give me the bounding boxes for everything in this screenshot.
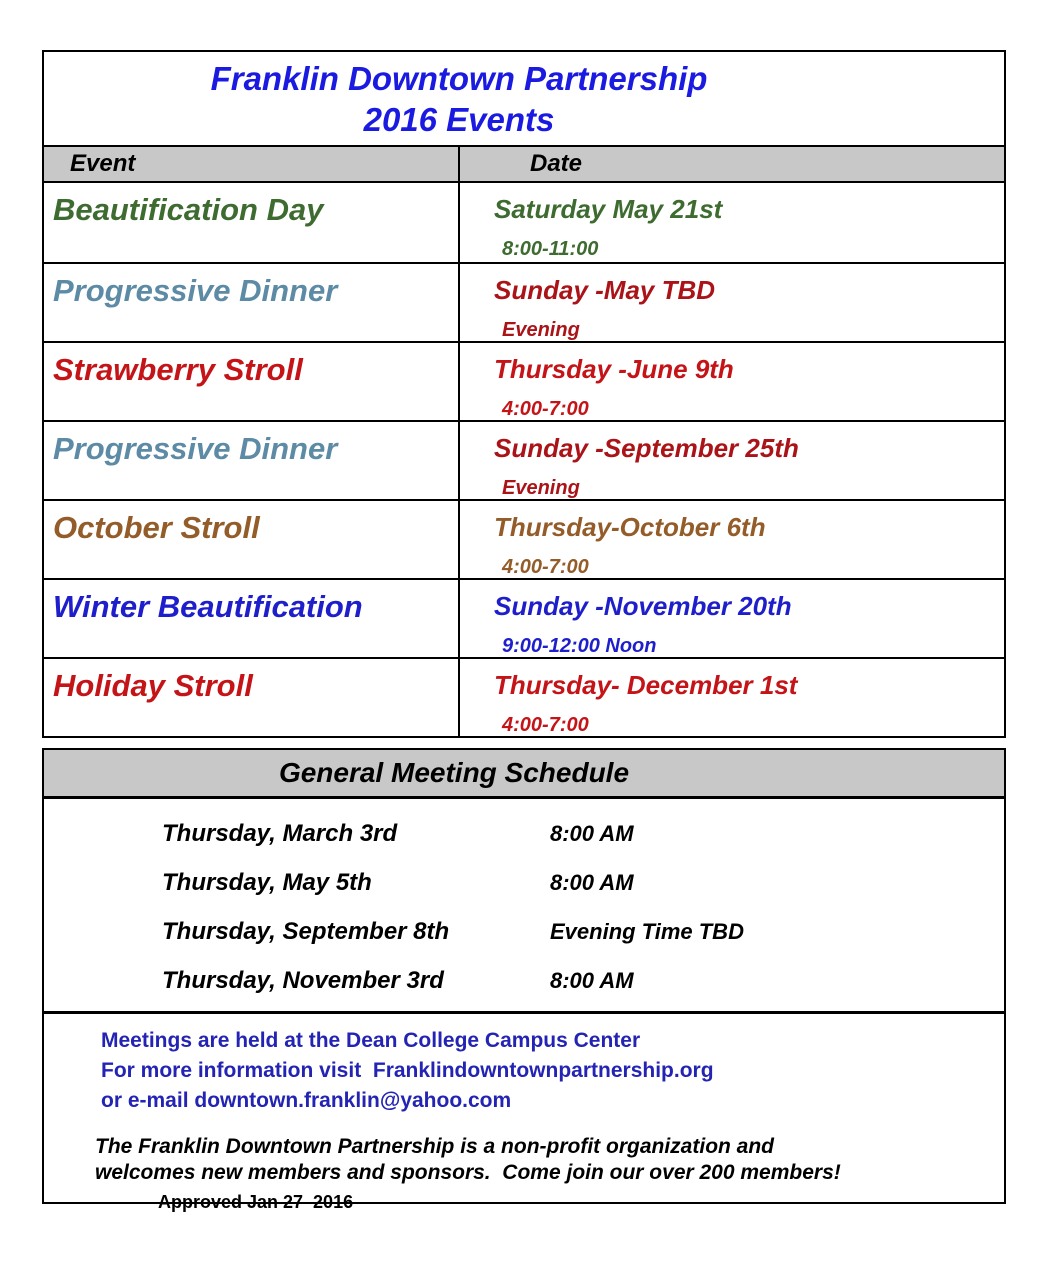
meeting-row xyxy=(44,858,1004,907)
event-name: Beautification Day xyxy=(44,183,460,262)
meeting-date: Thursday, September 8th xyxy=(162,917,450,945)
meeting-time: Evening Time TBD xyxy=(550,918,744,944)
event-date: Thursday-October 6th xyxy=(494,512,766,542)
event-time: 4:00-7:00 xyxy=(502,714,589,736)
event-date-cell xyxy=(460,580,1004,657)
date-column-header: Date xyxy=(530,150,583,177)
event-name: Progressive Dinner xyxy=(44,264,460,341)
event-date-cell xyxy=(460,183,1004,262)
events-table xyxy=(42,50,1006,738)
event-time: 4:00-7:00 xyxy=(502,398,589,420)
event-date: Sunday -May TBD xyxy=(494,275,716,305)
event-date-cell xyxy=(460,659,1004,736)
event-date: Sunday -November 20th xyxy=(494,591,792,621)
meeting-schedule-body xyxy=(44,799,1004,1011)
meeting-info-line: Meetings are held at the Dean College Campus Center xyxy=(101,1029,641,1052)
meeting-time: 8:00 AM xyxy=(550,820,634,846)
event-date-cell xyxy=(460,343,1004,420)
event-row xyxy=(44,578,1004,657)
event-row xyxy=(44,657,1004,736)
document-title xyxy=(44,52,1004,145)
event-date-cell xyxy=(460,264,1004,341)
meeting-row xyxy=(44,956,1004,1005)
meeting-schedule-table xyxy=(42,748,1006,1204)
meeting-info-line: or e-mail downtown.franklin@yahoo.com xyxy=(101,1089,512,1112)
title-line-1: Franklin Downtown Partnership xyxy=(210,59,708,97)
event-time: Evening xyxy=(502,477,580,499)
event-date: Thursday -June 9th xyxy=(494,354,734,384)
event-date-cell xyxy=(460,501,1004,578)
event-column-header: Event xyxy=(44,147,460,181)
event-name: Progressive Dinner xyxy=(44,422,460,499)
meeting-info-block xyxy=(44,1011,1004,1202)
events-table-body xyxy=(44,183,1004,736)
meeting-date: Thursday, May 5th xyxy=(162,868,372,896)
event-time: Evening xyxy=(502,319,580,341)
event-date: Saturday May 21st xyxy=(494,194,723,224)
event-name: Strawberry Stroll xyxy=(44,343,460,420)
meeting-info-line: For more information visit Franklindowntownpartnership.org xyxy=(101,1059,714,1082)
event-time: 4:00-7:00 xyxy=(502,556,589,578)
meeting-row xyxy=(44,907,1004,956)
events-table-header-row xyxy=(44,145,1004,183)
meeting-time: 8:00 AM xyxy=(550,967,634,993)
event-date: Thursday- December 1st xyxy=(494,670,798,700)
event-name: Holiday Stroll xyxy=(44,659,460,736)
nonprofit-note-line: welcomes new members and sponsors. Come join our over 200 members! xyxy=(95,1161,841,1184)
nonprofit-note xyxy=(44,1134,1004,1186)
meeting-row xyxy=(44,809,1004,858)
event-date: Sunday -September 25th xyxy=(494,433,799,463)
title-line-2: 2016 Events xyxy=(363,100,555,138)
approved-date-note: Approved Jan 27 2016 xyxy=(158,1192,354,1212)
meeting-schedule-title: General Meeting Schedule xyxy=(44,750,1004,799)
nonprofit-note-line: The Franklin Downtown Partnership is a non-profit organization and xyxy=(95,1135,775,1158)
event-row xyxy=(44,341,1004,420)
event-row xyxy=(44,420,1004,499)
event-date-cell xyxy=(460,422,1004,499)
event-row xyxy=(44,262,1004,341)
event-time: 9:00-12:00 Noon xyxy=(502,635,657,657)
meeting-date: Thursday, March 3rd xyxy=(162,819,398,847)
meeting-date: Thursday, November 3rd xyxy=(162,966,444,994)
event-name: October Stroll xyxy=(44,501,460,578)
meeting-info-lines xyxy=(44,1026,1004,1116)
event-name: Winter Beautification xyxy=(44,580,460,657)
event-row xyxy=(44,183,1004,262)
event-time: 8:00-11:00 xyxy=(502,238,599,260)
meeting-time: 8:00 AM xyxy=(550,869,634,895)
event-row xyxy=(44,499,1004,578)
